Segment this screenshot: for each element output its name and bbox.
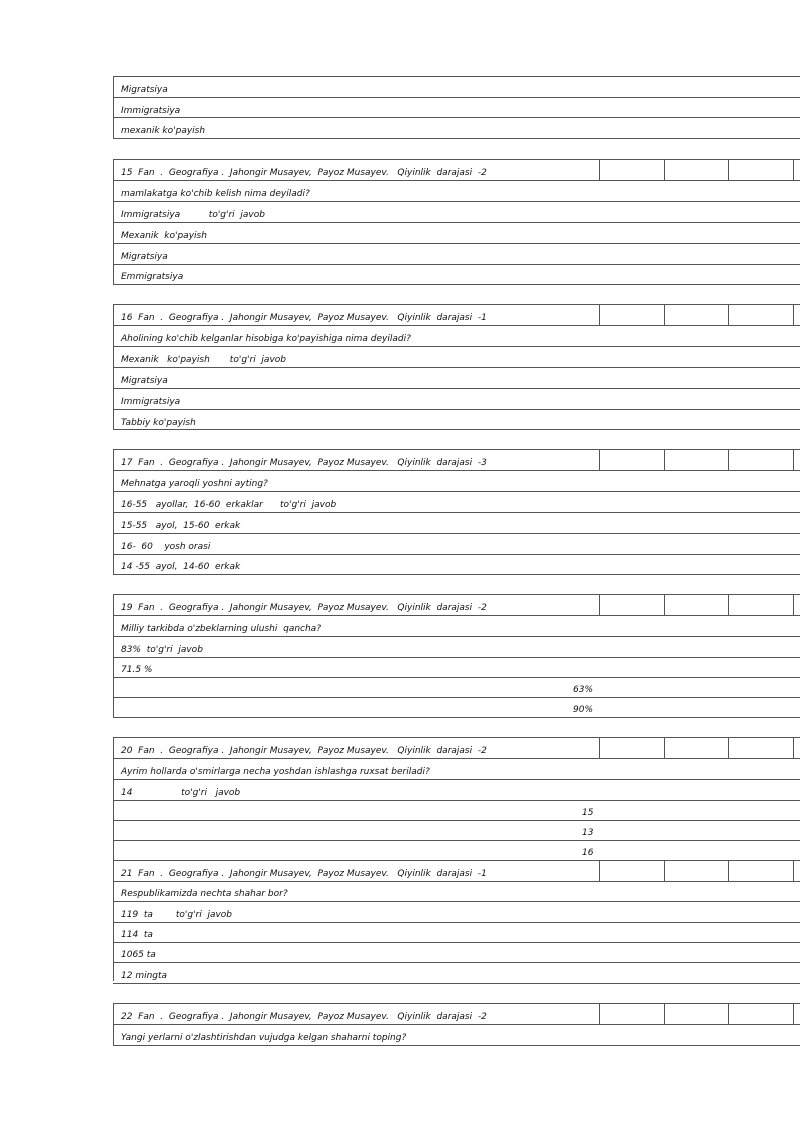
answer-option: Immigratsiya bbox=[121, 397, 181, 407]
answer-option: Tabbiy ko'payish bbox=[121, 418, 196, 428]
answer-option: Migratsiya bbox=[121, 85, 168, 95]
question-text: Milliy tarkibda o'zbeklarning ulushi qancha? bbox=[121, 624, 321, 634]
answer-option: Migratsiya bbox=[121, 376, 168, 386]
answer-option: 14 -55 ayol, 14-60 erkak bbox=[121, 562, 241, 572]
answer-option: Migratsiya bbox=[121, 252, 168, 262]
answer-option: Emmigratsiya bbox=[121, 272, 184, 282]
answer-option: Mexanik ko'payish bbox=[121, 231, 207, 241]
answer-option: 90% bbox=[573, 705, 594, 715]
answer-option: 15-55 ayol, 15-60 erkak bbox=[121, 521, 241, 531]
question-text: Yangi yerlarni o'zlashtirishdan vujudga kelgan shaharni toping? bbox=[121, 1033, 407, 1043]
question-header: 16 Fan . Geografiya . Jahongir Musayev, Payoz Musayev. Qiyinlik darajasi -1 bbox=[121, 313, 487, 323]
question-text: mamlakatga ko'chib kelish nima deyiladi? bbox=[121, 189, 310, 199]
question-header: 20 Fan . Geografiya . Jahongir Musayev, Payoz Musayev. Qiyinlik darajasi -2 bbox=[121, 746, 487, 756]
question-text: Ayrim hollarda o'smirlarga necha yoshdan ishlashga ruxsat beriladi? bbox=[121, 767, 430, 777]
answer-option: 13 bbox=[582, 828, 594, 838]
question-text: Mehnatga yaroqli yoshni ayting? bbox=[121, 479, 268, 489]
answer-option: mexanik ko'payish bbox=[121, 126, 206, 136]
answer-option: 119 ta to'g'ri javob bbox=[121, 910, 233, 920]
question-header: 21 Fan . Geografiya . Jahongir Musayev, Payoz Musayev. Qiyinlik darajasi -1 bbox=[121, 869, 487, 879]
answer-option: 1065 ta bbox=[121, 950, 156, 960]
answer-option: Immigratsiya bbox=[121, 106, 181, 116]
answer-option: 12 mingta bbox=[121, 971, 168, 981]
answer-option: 15 bbox=[582, 808, 594, 818]
answer-option: 114 ta bbox=[121, 930, 153, 940]
question-text: Aholining ko'chib kelganlar hisobiga ko'payishiga nima deyiladi? bbox=[121, 334, 411, 344]
answer-option: 16- 60 yosh orasi bbox=[121, 542, 211, 552]
answer-option: 83% to'g'ri javob bbox=[121, 645, 203, 655]
question-header: 17 Fan . Geografiya . Jahongir Musayev, Payoz Musayev. Qiyinlik darajasi -3 bbox=[121, 458, 487, 468]
question-header: 15 Fan . Geografiya . Jahongir Musayev, Payoz Musayev. Qiyinlik darajasi -2 bbox=[121, 168, 487, 178]
answer-option: Mexanik ko'payish to'g'ri javob bbox=[121, 355, 286, 365]
answer-option: 63% bbox=[573, 685, 594, 695]
answer-option: 14 to'g'ri javob bbox=[121, 788, 241, 798]
answer-option: Immigratsiya to'g'ri javob bbox=[121, 210, 265, 220]
question-text: Respublikamizda nechta shahar bor? bbox=[121, 889, 288, 899]
question-header: 19 Fan . Geografiya . Jahongir Musayev, Payoz Musayev. Qiyinlik darajasi -2 bbox=[121, 603, 487, 613]
question-header: 22 Fan . Geografiya . Jahongir Musayev, Payoz Musayev. Qiyinlik darajasi -2 bbox=[121, 1012, 487, 1022]
answer-option: 16 bbox=[582, 848, 594, 858]
answer-option: 16-55 ayollar, 16-60 erkaklar to'g'ri javob bbox=[121, 500, 337, 510]
answer-option: 71.5 % bbox=[121, 665, 153, 675]
